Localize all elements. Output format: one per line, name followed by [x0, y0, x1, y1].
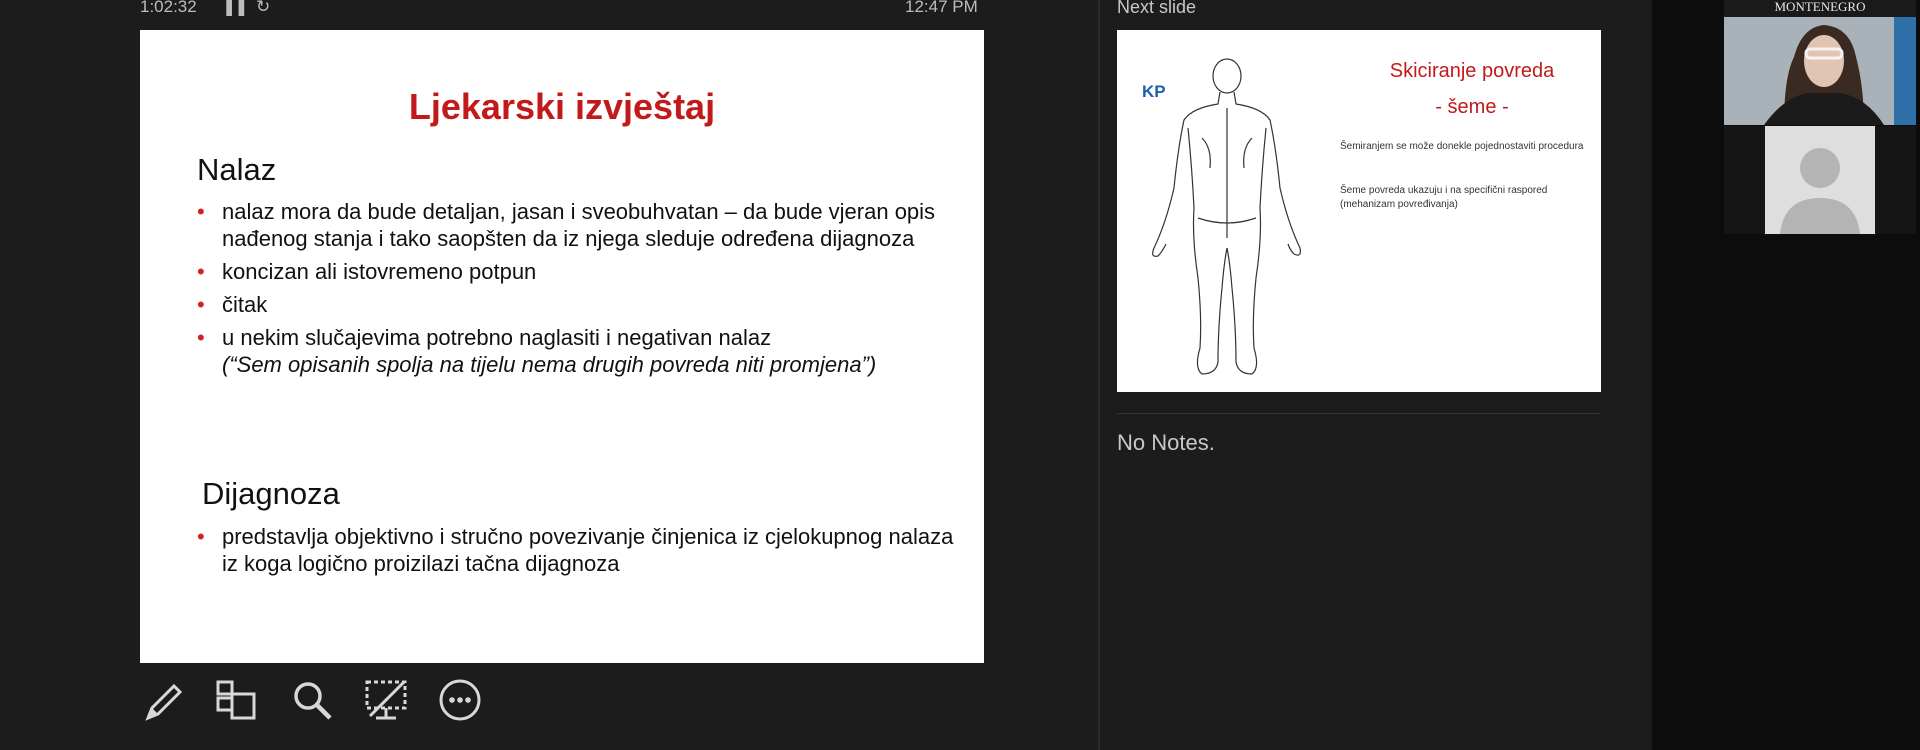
participant-avatar-tile[interactable] [1724, 126, 1916, 234]
pen-icon[interactable] [140, 676, 190, 726]
bullet-item [197, 291, 957, 318]
bullet-text: predstavlja objektivno i stručno povezivanje činjenica iz cjelokupnog nalaza iz koga logično proizilazi tačna dijagnoza [222, 524, 954, 576]
current-time: 12:47 PM [905, 0, 978, 16]
next-slide-title: Skiciranje povreda [1389, 60, 1555, 82]
notes-divider [1117, 413, 1601, 414]
kp-badge: KP [1142, 82, 1166, 101]
see-all-slides-icon[interactable] [212, 676, 262, 726]
bullet-item [197, 258, 957, 285]
bullet-item [197, 198, 957, 252]
section-heading-nalaz: Nalaz [197, 152, 277, 187]
next-slide-paragraph: Šeme povreda ukazuju i na specifični raspored (mehanizam povređivanja) [1340, 185, 1548, 210]
person-avatar-icon [1724, 126, 1916, 234]
zoom-icon[interactable] [288, 676, 338, 726]
bullet-item [197, 523, 957, 577]
bullet-text: koncizan ali istovremeno potpun [222, 259, 537, 284]
slide-title: Ljekarski izvještaj [408, 86, 716, 127]
next-slide-subtitle: - šeme - [1435, 96, 1509, 118]
current-slide[interactable] [140, 30, 984, 663]
pane-divider[interactable] [1098, 0, 1100, 750]
participant-banner: MONTENEGRO [1724, 0, 1916, 17]
next-slide-preview[interactable] [1117, 30, 1601, 392]
speaker-notes[interactable]: No Notes. [1117, 430, 1215, 455]
bullet-text: u nekim slučajevima potrebno naglasiti i negativan nalaz [222, 325, 772, 350]
restart-icon[interactable]: ↻ [256, 0, 271, 16]
bullet-text: nalaz mora da bude detaljan, jasan i sveobuhvatan – da bude vjeran opis nađenog stanja i tako saopšten da iz njega sleduje određena dijagnoza [222, 199, 936, 251]
body-diagram-figure [1132, 48, 1302, 383]
next-slide-paragraph: Šemiranjem se može donekle pojednostaviti procedura [1340, 141, 1584, 152]
bullet-item [197, 324, 957, 378]
dijagnoza-bullet-list [197, 523, 957, 583]
bullet-text: čitak [222, 292, 268, 317]
bullet-quote: (“Sem opisanih spolja na tijelu nema drugih povreda niti promjena”) [222, 352, 877, 377]
participant-video-tile[interactable] [1724, 17, 1916, 125]
elapsed-timer: 1:02:32 [140, 0, 197, 16]
nalaz-bullet-list [197, 198, 957, 384]
next-slide-label: Next slide [1117, 0, 1197, 17]
section-heading-dijagnoza: Dijagnoza [202, 476, 340, 511]
pause-icon[interactable]: ❚❚ [222, 0, 247, 16]
participant-video-feed [1724, 17, 1916, 125]
more-options-icon[interactable] [436, 676, 486, 726]
black-screen-icon[interactable] [362, 676, 412, 726]
